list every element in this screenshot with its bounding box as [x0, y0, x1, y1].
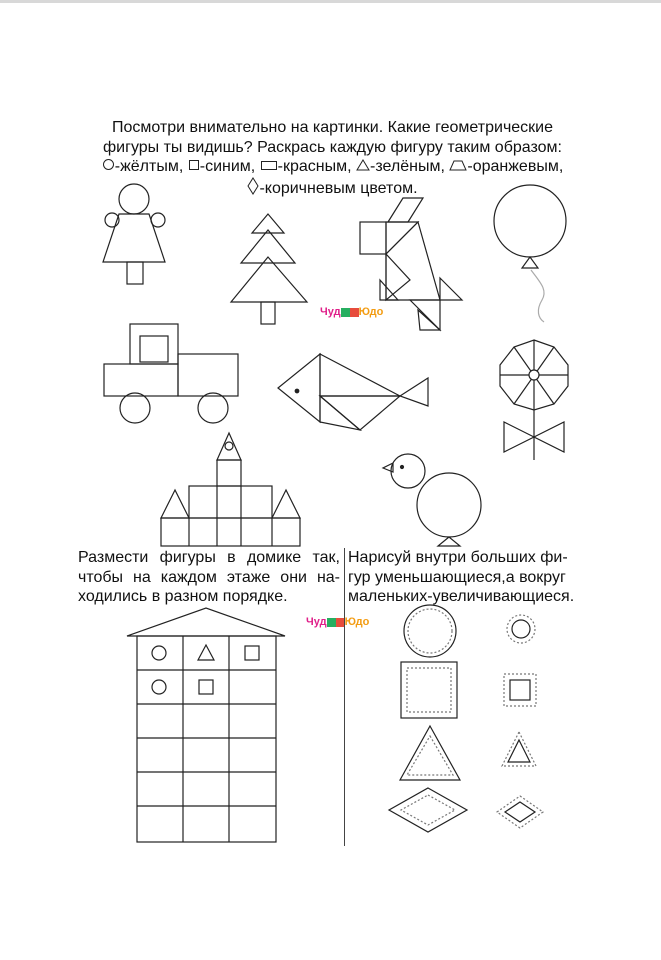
task-nested-text: Нарисуй внутри больших фи- гур уменьшающиеся,а вокруг маленьких-увеличивающиеся. — [348, 549, 575, 605]
legend-brown: -коричневым цветом. — [259, 179, 418, 197]
house-grid — [127, 608, 285, 842]
house-square-2 — [199, 680, 213, 694]
house-circle-2 — [152, 680, 166, 694]
fish-figure — [278, 354, 428, 430]
watermark-logo: Чуд Юдо — [320, 306, 384, 318]
instructions-line-1: Посмотри внимательно на картинки. Какие геометрические — [111, 119, 554, 136]
house-square-1 — [245, 646, 259, 660]
task-house-text: Размести фигуры в домике так, чтобы на каждом этаже они на- ходились в разном порядке. — [78, 549, 340, 605]
balloon-figure — [494, 185, 566, 322]
bird-figure — [383, 454, 481, 546]
watermark-logo-2: Чуд Юдо — [306, 616, 370, 628]
legend-yellow: -жёлтым, — [114, 158, 184, 175]
legend-red: -красным, — [277, 158, 352, 175]
legend-green: -зелёным, — [370, 158, 445, 175]
truck-figure — [104, 324, 238, 423]
house-circle-1 — [152, 646, 166, 660]
nested-shapes — [389, 605, 543, 832]
doll-figure — [103, 184, 165, 284]
house-triangle — [198, 645, 214, 660]
legend-orange: -оранжевым, — [467, 158, 564, 175]
flower-figure — [500, 340, 568, 460]
instructions-line-2: фигуры ты видишь? Раскрась каждую фигуру таким образом: — [103, 138, 562, 156]
tree-figure — [231, 214, 307, 324]
column-divider — [344, 548, 345, 846]
castle-figure — [161, 433, 300, 546]
legend-blue: -синим, — [199, 158, 256, 175]
